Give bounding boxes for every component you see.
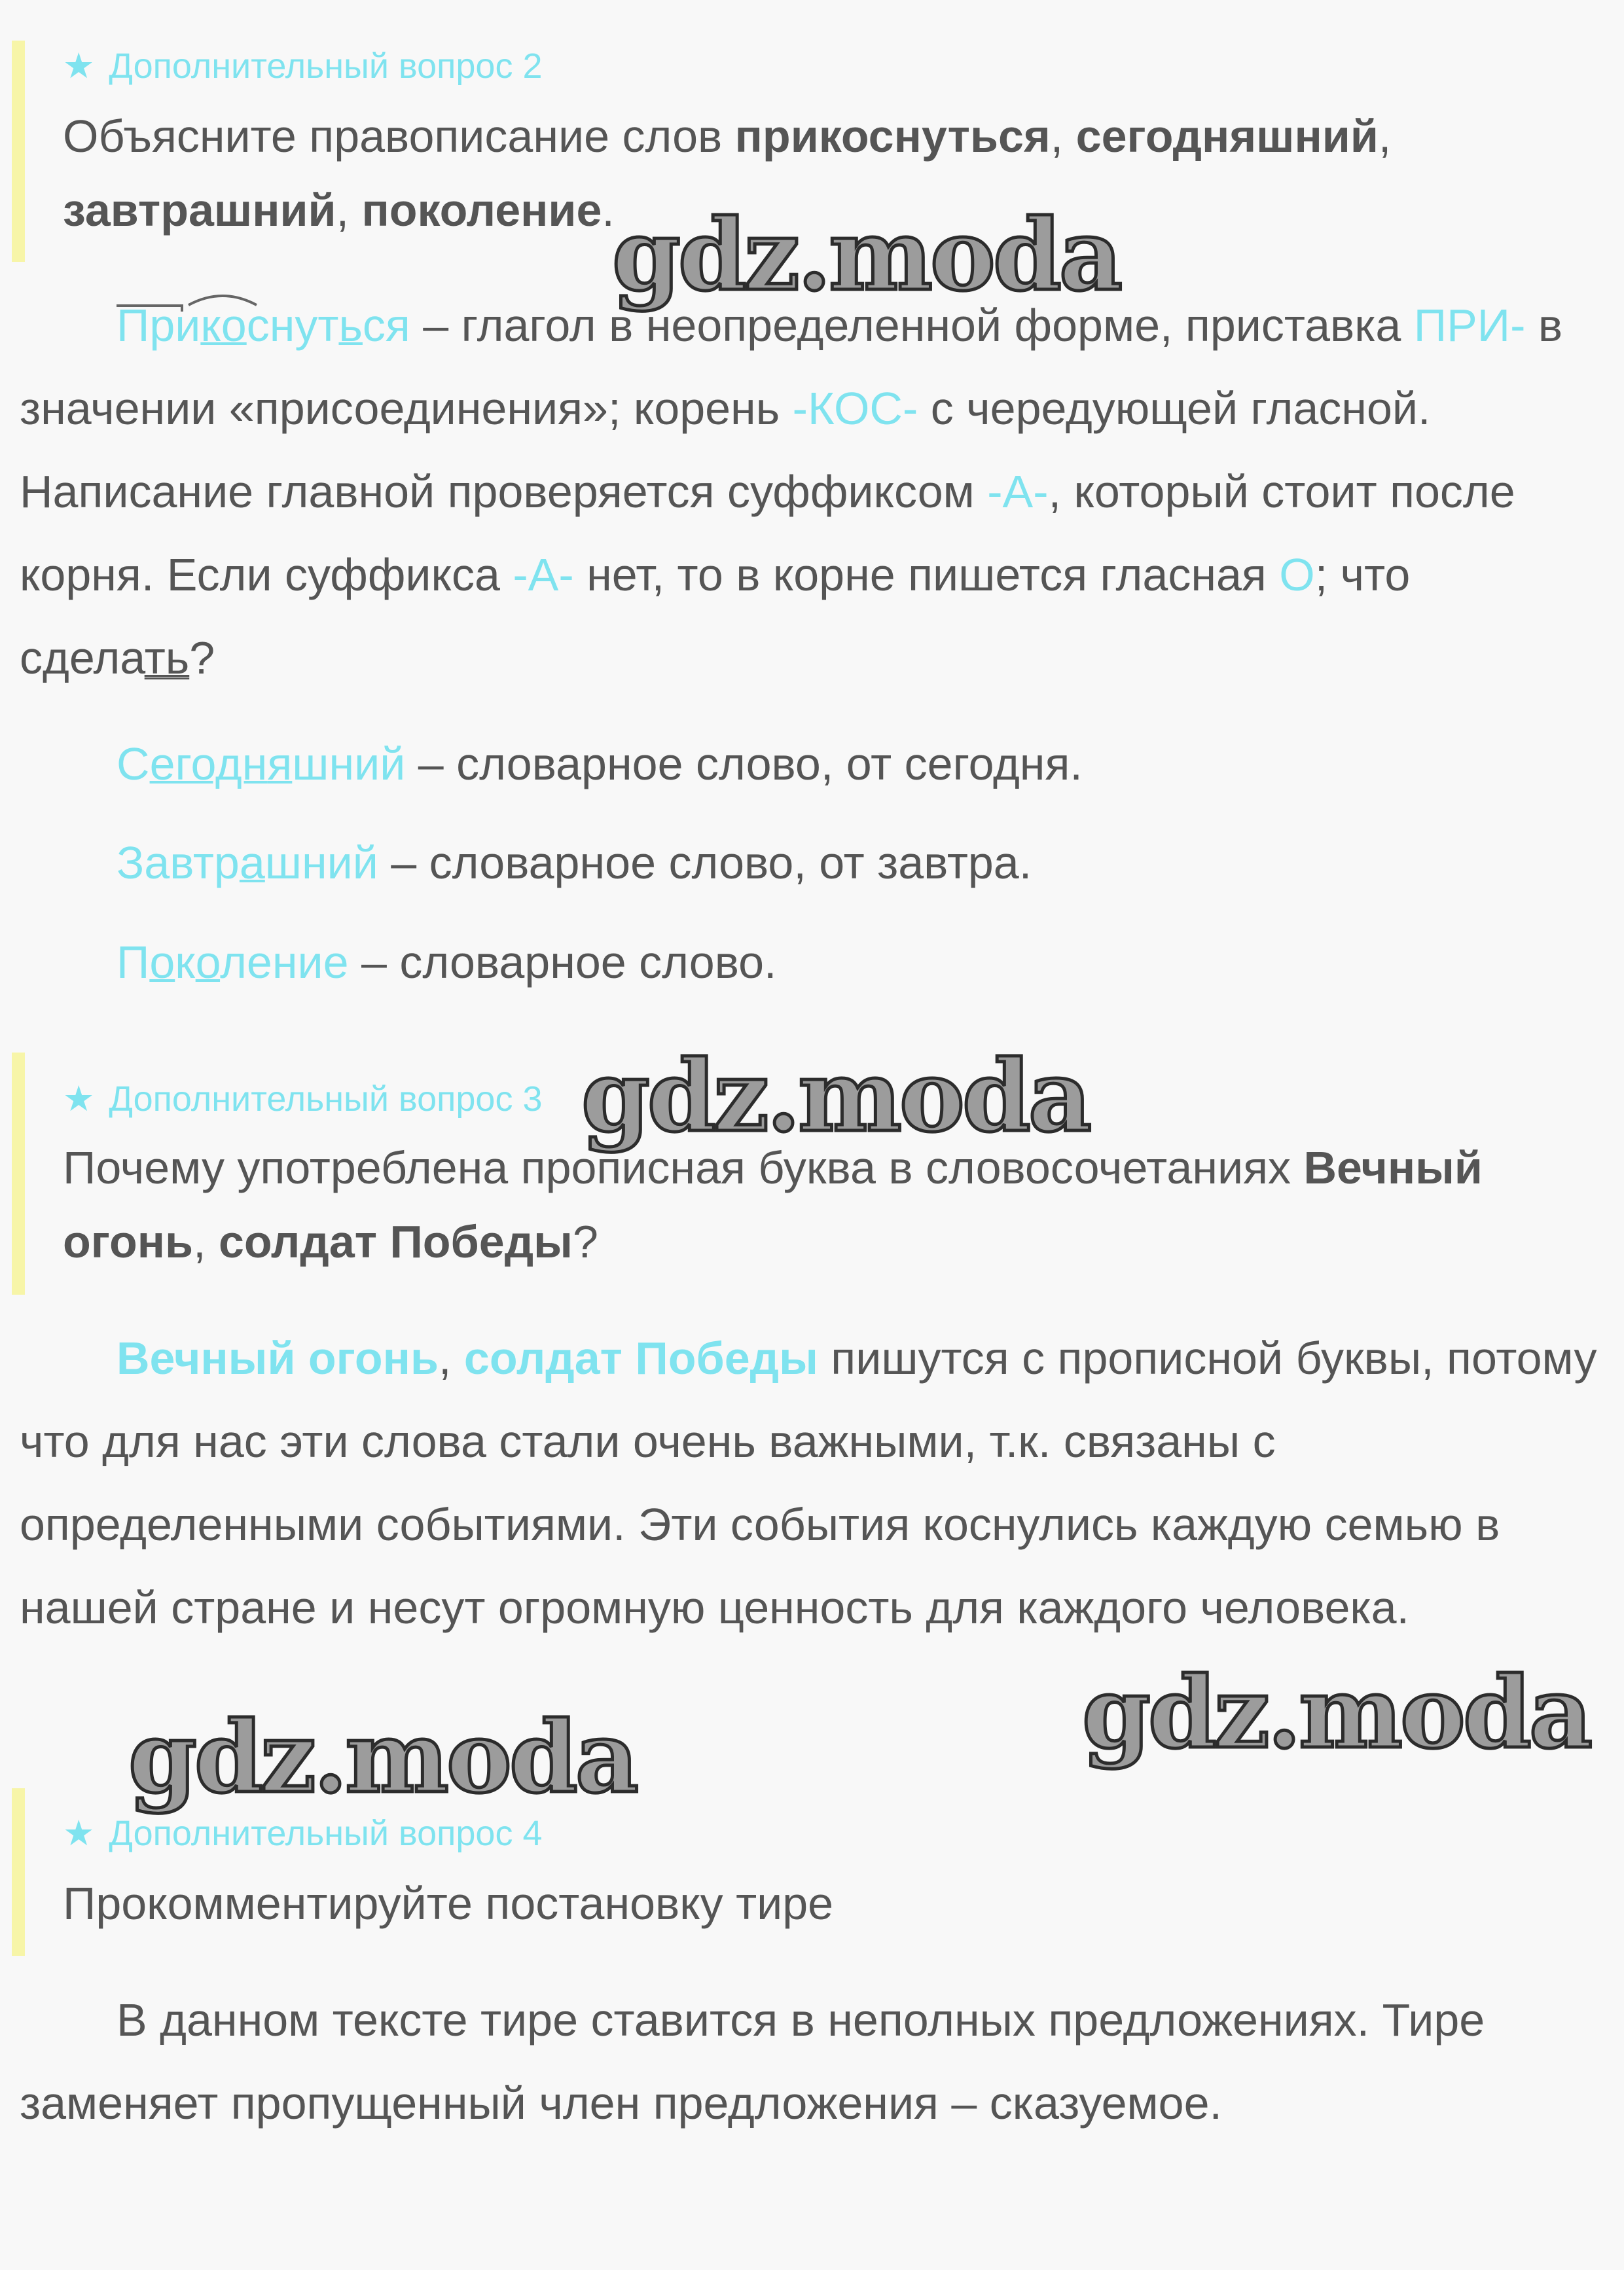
star-icon: ★ xyxy=(63,46,95,86)
question-title: Дополнительный вопрос 3 xyxy=(109,1079,543,1119)
question-title: Дополнительный вопрос 2 xyxy=(109,46,543,86)
answer-2 xyxy=(20,284,1604,1012)
answer-3 xyxy=(20,1317,1604,1649)
analyzed-word: Поколение xyxy=(117,937,349,988)
question-title: Дополнительный вопрос 4 xyxy=(109,1814,543,1853)
watermark: gdz.moda xyxy=(1082,1655,1591,1771)
question-text: Прокомментируйте постановку тире xyxy=(63,1878,834,1929)
star-icon: ★ xyxy=(63,1814,95,1853)
watermark: gdz.moda xyxy=(128,1700,637,1815)
answer-paragraph: Прикоснуться – глагол в неопределенной форме, приставка ПРИ- в значении «присоединения»; корень -КОС- с чередующей гласной. Написание главной проверяется суффиксом -А-, который стоит после корня. Если суффикса -А- нет, то в корне пишется гласная О; что сделать? xyxy=(20,300,1563,683)
watermark: gdz.moda xyxy=(612,198,1121,313)
answer-paragraph: В данном тексте тире ставится в неполных предложениях. Тире заменяет пропущенный член предложения – сказуемое. xyxy=(20,1994,1485,2129)
analyzed-word: Сегодняшний xyxy=(117,738,406,789)
answer-line: Сегодняшний – словарное слово, от сегодня. xyxy=(117,738,1083,789)
answer-4 xyxy=(20,1979,1604,2145)
question-text: Объясните правописание слов прикоснуться, сегодняшний, завтрашний, поколение. xyxy=(63,111,1392,236)
morpheme-marks xyxy=(111,284,288,323)
question-header xyxy=(63,43,1621,89)
answer-line: Поколение – словарное слово. xyxy=(117,937,777,988)
answer-paragraph: Вечный огонь, солдат Победы пишутся с прописной буквы, потому что для нас эти слова стали очень важными, т.к. связаны с определенными событиями. Эти события коснулись каждую семью в нашей стране и несут огромную ценность для каждого человека. xyxy=(20,1333,1597,1633)
answer-line: Завтрашний – словарное слово, от завтра. xyxy=(117,837,1032,888)
watermark: gdz.moda xyxy=(581,1039,1090,1154)
question-text: Почему употреблена прописная буква в словосочетаниях Вечный огонь, солдат Победы? xyxy=(63,1142,1483,1267)
analyzed-word: Прикоснуться xyxy=(117,300,410,351)
star-icon: ★ xyxy=(63,1079,95,1119)
analyzed-word: Завтрашний xyxy=(117,837,378,888)
question-header xyxy=(63,1811,1621,1856)
